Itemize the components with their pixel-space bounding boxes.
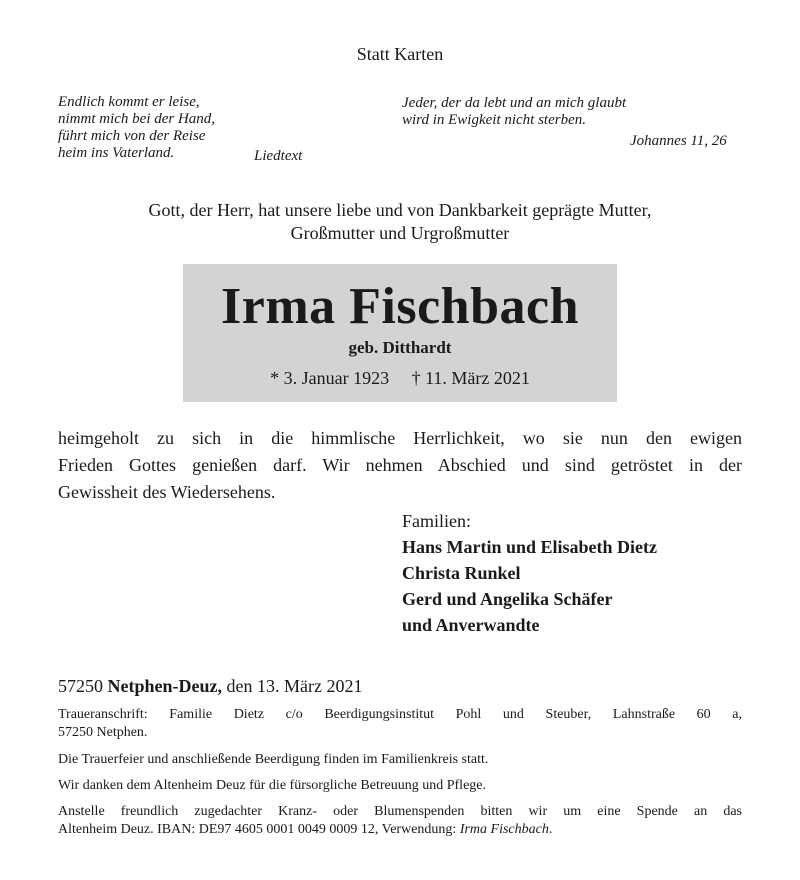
verse-left-line: heim ins Vaterland. <box>58 145 175 161</box>
thanks-note: Wir danken dem Altenheim Deuz für die fürsorgliche Betreuung und Pflege. <box>58 778 486 793</box>
verse-right-attribution: Johannes 11, 26 <box>630 133 727 149</box>
donation-line: Anstelle freundlich zugedachter Kranz- oder Blumenspenden bitten wir um eine Spende an das <box>58 804 742 819</box>
verse-right <box>402 95 626 129</box>
donation-reference: Irma Fischbach <box>459 822 549 837</box>
ceremony-note: Die Trauerfeier und anschließende Beerdigung finden im Familienkreis statt. <box>58 752 489 767</box>
verse-left <box>58 94 215 162</box>
body-line: Gewissheit des Wiedersehens. <box>58 482 276 502</box>
name-box <box>183 264 617 402</box>
address-line: 57250 Netphen. <box>58 725 148 740</box>
address-line: Traueranschrift: Familie Dietz c/o Beerdigungsinstitut Pohl und Steuber, Lahnstraße 60 a, <box>58 707 742 722</box>
family-name: Gerd und Angelika Schäfer <box>402 589 613 609</box>
intro-text <box>0 199 800 245</box>
header-statt-karten: Statt Karten <box>356 44 444 64</box>
intro-line: Gott, der Herr, hat unsere liebe und von Dankbarkeit geprägte Mutter, <box>148 200 652 220</box>
family-name: und Anverwandte <box>402 615 540 635</box>
verse-left-line: führt mich von der Reise <box>58 128 206 144</box>
place-date <box>58 676 362 697</box>
verse-right-line: Jeder, der da lebt und an mich glaubt <box>402 95 627 111</box>
verse-left-line: Endlich kommt er leise, <box>58 94 200 110</box>
deceased-name: Irma Fischbach <box>221 278 579 335</box>
body-line: Frieden Gottes genießen darf. Wir nehmen Abschied und sind getröstet in der <box>58 455 742 475</box>
families-label: Familien: <box>402 511 471 531</box>
maiden-name: geb. Ditthardt <box>348 338 452 357</box>
family-name: Christa Runkel <box>402 563 521 583</box>
postcode: 57250 <box>58 676 103 696</box>
mourning-address <box>58 706 742 742</box>
family-name: Hans Martin und Elisabeth Dietz <box>402 537 658 557</box>
life-dates: * 3. Januar 1923 † 11. März 2021 <box>270 368 530 388</box>
body-line: heimgeholt zu sich in die himmlische Herrlichkeit, wo sie nun den ewigen <box>58 428 742 448</box>
donation-line: Altenheim Deuz. IBAN: DE97 4605 0001 0049 0009 12, Verwendung: Irma Fischbach. <box>58 822 553 837</box>
donation-note <box>58 803 742 839</box>
verse-right-line: wird in Ewigkeit nicht sterben. <box>402 112 587 128</box>
body-text <box>58 425 742 506</box>
donation-line-text: Altenheim Deuz. IBAN: DE97 4605 0001 0049 0009 12, Verwendung: <box>58 822 457 837</box>
families-block <box>402 508 657 638</box>
verse-left-line: nimmt mich bei der Hand, <box>58 111 216 127</box>
date: den 13. März 2021 <box>226 676 363 696</box>
town: Netphen-Deuz, <box>107 676 222 696</box>
verse-left-attribution: Liedtext <box>254 148 303 164</box>
intro-line: Großmutter und Urgroßmutter <box>290 223 510 243</box>
